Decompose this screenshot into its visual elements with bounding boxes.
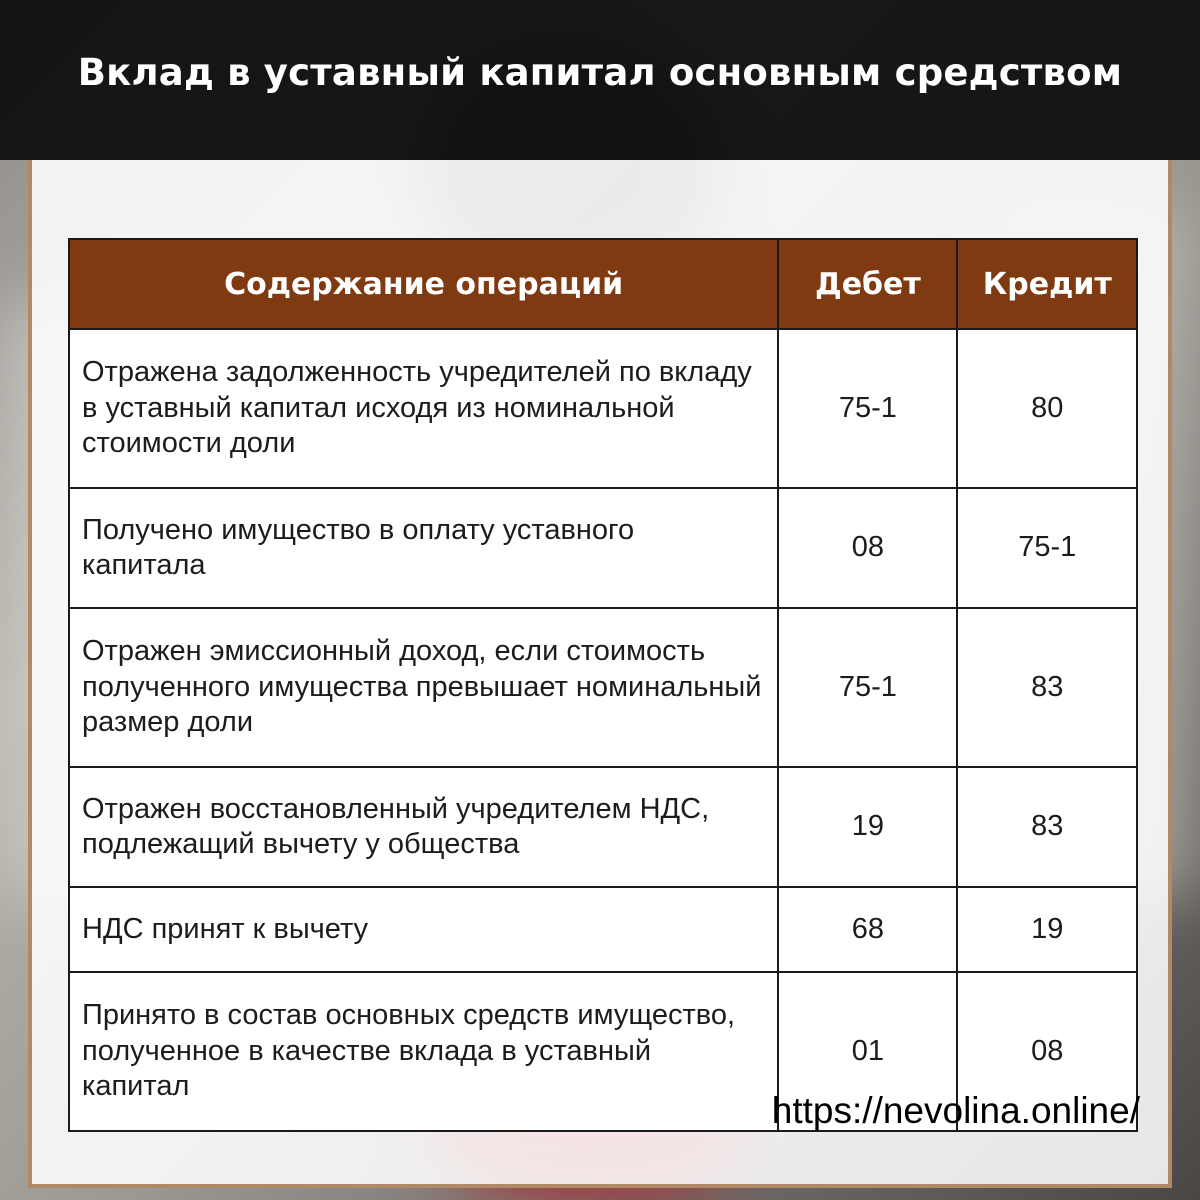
- operations-table: [68, 238, 1138, 1132]
- operation-cell: Принято в состав основных средств имущество, полученное в качестве вклада в уставный капитал: [69, 972, 778, 1131]
- content-panel: [28, 160, 1172, 1188]
- debit-cell: 19: [778, 767, 957, 887]
- credit-cell: 83: [957, 608, 1137, 767]
- header-credit: Кредит: [957, 239, 1137, 329]
- table-header-row: [69, 239, 1137, 329]
- credit-cell: 80: [957, 329, 1137, 488]
- title-bar: [0, 0, 1200, 160]
- table-row: [69, 608, 1137, 767]
- operation-cell: Получено имущество в оплату уставного капитала: [69, 488, 778, 608]
- operation-cell: Отражен восстановленный учредителем НДС, подлежащий вычету у общества: [69, 767, 778, 887]
- website-url[interactable]: https://nevolina.online/: [771, 1090, 1140, 1131]
- credit-cell: 83: [957, 767, 1137, 887]
- operation-cell: Отражена задолженность учредителей по вкладу в уставный капитал исходя из номинальной стоимости доли: [69, 329, 778, 488]
- credit-cell: 19: [957, 887, 1137, 972]
- credit-cell: 75-1: [957, 488, 1137, 608]
- table-row: [69, 329, 1137, 488]
- debit-cell: 68: [778, 887, 957, 972]
- credit-cell: 08: [957, 972, 1137, 1131]
- header-operation: Содержание операций: [69, 239, 778, 329]
- table-row: [69, 887, 1137, 972]
- header-debit: Дебет: [778, 239, 957, 329]
- debit-cell: 75-1: [778, 608, 957, 767]
- debit-cell: 01: [778, 972, 957, 1131]
- debit-cell: 75-1: [778, 329, 957, 488]
- table-row: [69, 767, 1137, 887]
- table-row: [69, 488, 1137, 608]
- debit-cell: 08: [778, 488, 957, 608]
- operation-cell: НДС принят к вычету: [69, 887, 778, 972]
- page-title: Вклад в уставный капитал основным средством: [77, 50, 1123, 94]
- operation-cell: Отражен эмиссионный доход, если стоимость полученного имущества превышает номинальный размер доли: [69, 608, 778, 767]
